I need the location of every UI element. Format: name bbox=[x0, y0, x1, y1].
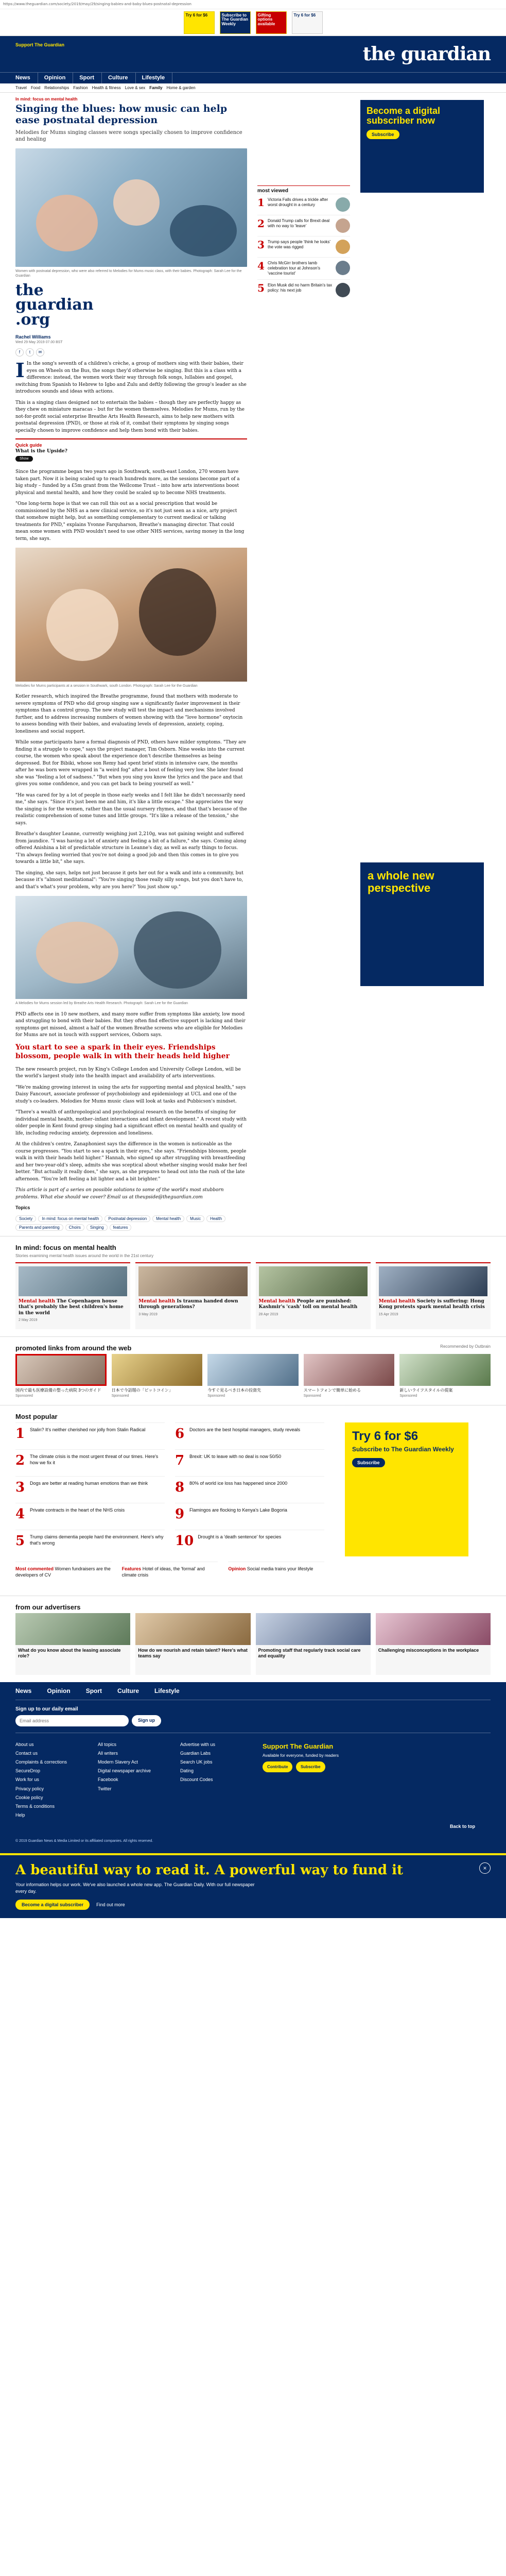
inline-image bbox=[15, 548, 247, 682]
support-text: Available for everyone, funded by readers bbox=[263, 1753, 339, 1758]
most-viewed-item[interactable] bbox=[257, 279, 350, 300]
subnav-item[interactable]: Family bbox=[149, 86, 163, 90]
pillar-nav bbox=[0, 72, 506, 83]
email-signup bbox=[15, 1700, 491, 1733]
topic-tag[interactable]: Mental health bbox=[152, 1215, 184, 1222]
subnav-item[interactable]: Love & sex bbox=[125, 86, 146, 90]
card-image bbox=[135, 1613, 250, 1645]
section-title: from our advertisers bbox=[15, 1603, 81, 1612]
facebook-icon[interactable]: f bbox=[15, 348, 24, 357]
promo-image bbox=[304, 1354, 395, 1386]
rank-number: 6 bbox=[175, 1426, 185, 1442]
ad-tile[interactable]: Try 6 for $6 bbox=[292, 11, 323, 34]
promo-source: Sponsored bbox=[399, 1394, 417, 1398]
guardian-wordmark: the guardian .org bbox=[15, 281, 94, 329]
ad-tile[interactable]: Gifting options available bbox=[256, 11, 287, 34]
popular-item[interactable] bbox=[15, 1503, 165, 1530]
thumbnail bbox=[336, 283, 350, 297]
subscribe-ad[interactable] bbox=[360, 100, 484, 193]
subscribe-button[interactable]: Subscribe bbox=[367, 130, 399, 139]
headline: Singing the blues: how music can help ease postnatal depression bbox=[15, 103, 228, 126]
sub-nav bbox=[0, 83, 506, 93]
promo-row bbox=[15, 1354, 491, 1398]
item-title: 80% of world ice loss has happened since 2000 bbox=[189, 1481, 288, 1486]
section-title: Most popular bbox=[15, 1413, 58, 1421]
card-title: What do you know about the leasing associate role? bbox=[18, 1648, 121, 1659]
article-main bbox=[15, 93, 247, 1236]
nav-news[interactable]: News bbox=[15, 73, 38, 83]
paragraph: PND affects one in 10 new mothers, and many more suffer from symptoms like anxiety, low mood and struggling to bond with their babies. But they often find effective support is lacking and their symptoms get missed, almost a half of the women Breathe screens who are eligible for Melodies for Mums are not in touch with support services, Osborn says. bbox=[15, 1011, 246, 1038]
rank-number: 7 bbox=[175, 1453, 185, 1469]
footer-nav-item[interactable]: Culture bbox=[117, 1687, 139, 1695]
card-image bbox=[259, 1266, 368, 1296]
footer-column bbox=[180, 1740, 237, 1820]
most-viewed-item[interactable] bbox=[257, 257, 350, 279]
subscription-banner bbox=[0, 1853, 506, 1918]
pull-quote: You start to see a spark in their eyes. Friendships blossom, people walk in with their heads held higher bbox=[15, 1043, 230, 1061]
email-icon[interactable]: ✉ bbox=[36, 348, 44, 357]
ad-title: Become a digital subscriber now bbox=[367, 106, 441, 126]
item-title: Trump says people 'think he looks' the vote was rigged bbox=[268, 240, 330, 249]
promo-item[interactable] bbox=[112, 1354, 203, 1398]
rank-number: 4 bbox=[15, 1506, 25, 1522]
footer-nav-item[interactable]: Opinion bbox=[47, 1687, 71, 1695]
hero-image bbox=[15, 148, 247, 267]
promo-title: 国内で最も医療設備の整った病院 3つのガイド bbox=[15, 1388, 101, 1393]
story-card[interactable] bbox=[376, 1262, 491, 1329]
promo-item[interactable] bbox=[304, 1354, 395, 1398]
topics-label: Topics bbox=[15, 1205, 30, 1211]
footer-link[interactable]: Complaints & corrections bbox=[15, 1759, 67, 1765]
item-title: Doctors are the best hospital managers, study reveals bbox=[189, 1427, 301, 1433]
weekly-subscribe-ad[interactable] bbox=[345, 1422, 468, 1556]
promo-source: Sponsored bbox=[303, 1394, 321, 1398]
item-title: Private contracts in the heart of the NHS crisis bbox=[30, 1507, 125, 1513]
subnav-item[interactable]: Travel bbox=[15, 86, 27, 90]
promo-source: Sponsored bbox=[207, 1394, 225, 1398]
ad-title: a whole new perspective bbox=[368, 869, 434, 895]
paragraph: "We're making growing interest in using the arts for supporting mental and physical health," says Daisy Fancourt, associate professor of psychobiology and epidemiology at UCL and one of the study's co-leaders. Melodies for Mums music class will look at tasks and Pubbicson's mindset. bbox=[15, 1084, 246, 1104]
rank-number: 9 bbox=[175, 1506, 185, 1522]
rank-number: 5 bbox=[257, 282, 265, 294]
card-date: 28 Apr 2019 bbox=[258, 1312, 278, 1316]
card-title: Mental health Society is suffering: Hong Kong protests spark mental health crisis bbox=[378, 1299, 485, 1310]
promo-title: 日本で今話題の「ビットコイン」 bbox=[111, 1388, 173, 1393]
paragraph: Since the programme began two years ago in Southwark, south-east London, 270 women have taken part. Now it is being scaled up to reach hundreds more, as the sessions become part of a big study – funded by a £5m grant from the Wellcome Trust – into how arts interventions boost physical and mental health, and how they could be scaled up to become NHS treatments. bbox=[15, 469, 240, 496]
card-title: Mental health Is trauma handed down through generations? bbox=[138, 1299, 238, 1310]
footer-link[interactable]: Facebook bbox=[98, 1777, 118, 1783]
card-image bbox=[138, 1266, 247, 1296]
url-bar[interactable]: https://www.theguardian.com/society/2019/may/29/singing-babies-and-baby-blues-postnatal-depression bbox=[0, 0, 506, 9]
advertiser-card[interactable] bbox=[15, 1613, 130, 1675]
promo-item[interactable] bbox=[399, 1354, 491, 1398]
footer-column bbox=[15, 1740, 72, 1820]
popular-item[interactable] bbox=[175, 1503, 324, 1530]
most-viewed-item[interactable] bbox=[257, 215, 350, 236]
item-title: Dogs are better at reading human emotions than we think bbox=[30, 1481, 148, 1486]
twitter-icon[interactable]: t bbox=[26, 348, 34, 357]
item-title: Trump claims dementia people hard the environment. Here's why that's wrong bbox=[30, 1534, 164, 1546]
story-card[interactable] bbox=[135, 1262, 250, 1329]
promo-image bbox=[399, 1354, 491, 1386]
item-title: Donald Trump calls for Brexit deal with no way to 'leave' bbox=[268, 218, 330, 228]
subscribe-button[interactable]: Subscribe bbox=[296, 1761, 325, 1772]
rank-number: 5 bbox=[15, 1533, 25, 1549]
footer-link[interactable]: Search UK jobs bbox=[180, 1759, 213, 1765]
ad-subtitle: Subscribe to The Guardian Weekly bbox=[352, 1446, 454, 1453]
rank-number: 8 bbox=[175, 1480, 185, 1496]
footer-nav-item[interactable]: Lifestyle bbox=[154, 1687, 180, 1695]
subnav-item[interactable]: Relationships bbox=[44, 86, 69, 90]
ad-title: Try 6 for $6 bbox=[352, 1429, 418, 1444]
paragraph: I In the song's seventh of a children's crèche, a group of mothers sing with their babies, their eyes on Wheels on the Bus, the songs they'd otherwise be singing. But this is a class with a difference: instead, the women work their way through folk songs, lullabies and gospel, switching from Spanish to Hebrew to Igbo and Zulu and deftly following the group's leader as she introduces sounds and ideas with actions. bbox=[15, 359, 247, 395]
most-popular-section bbox=[0, 1405, 506, 1596]
signup-button[interactable]: Sign up bbox=[132, 1715, 161, 1726]
footer-link[interactable]: Cookie policy bbox=[15, 1794, 43, 1800]
item-title: Brexit: UK to leave with no deal is now 50/50 bbox=[189, 1454, 282, 1460]
banner-title: A beautiful way to read it. A powerful way to fund it bbox=[15, 1862, 403, 1878]
item-title: Victoria Falls drives a trickle after worst drought in a century bbox=[268, 197, 328, 207]
rank-number: 3 bbox=[257, 239, 265, 251]
topic-tag[interactable]: Singing bbox=[86, 1224, 108, 1231]
footer-link[interactable]: All topics bbox=[98, 1742, 117, 1748]
quick-guide-label: Quick guide bbox=[15, 443, 42, 448]
card-title: Mental health People are punished: Kashmir's 'cash' toll on mental health bbox=[258, 1299, 358, 1310]
footer-link[interactable]: Help bbox=[15, 1812, 25, 1818]
extra-item[interactable]: Most commented Women fundraisers are the developers of CV bbox=[15, 1562, 112, 1588]
item-title: Chris McGirr brothers lamb celebration tour at Johnson's 'vaccine tourist' bbox=[268, 261, 321, 276]
paragraph: While some participants have a formal diagnosis of PND, others have milder symptoms. "They are finding it a struggle to cope," says the project manager, Tim Osborn. Nine weeks into the current course, the women who speak about the experience don't describe themselves as being depressed. But for Bibiki, whose son Remy had spent brief stints in intensive care, the months after he was born were wrapped in "a weird fog" after a bout of feeling very low. She later found she was "feeling a lot of sadness." "But when you sing you know the lyrics and the pace and that gives you some confidence, and you can get back to being yourself as well." bbox=[15, 740, 247, 787]
section-title[interactable]: In mind: focus on mental health bbox=[15, 1244, 116, 1252]
article-page bbox=[0, 93, 506, 1236]
footer-link[interactable]: Digital newspaper archive bbox=[98, 1768, 151, 1774]
paragraph: This is a singing class designed not to entertain the babies – though they are perfectly happy as they chew on miniature maracas – but for the women themselves. Melodies for Mums, run by the not-for-profit social enterprise Breathe Arts Health Research, aims to help new mothers with postnatal depression (PND), or those at risk of it, combat their symptoms by singing songs specially chosen to improve confidence and help them bond with their babies. bbox=[15, 400, 245, 433]
inline-caption: Melodies for Mums participants at a session in Southwark, south London. Photograph: Sarah Lee for the Guardian bbox=[15, 684, 198, 688]
popular-item[interactable] bbox=[175, 1422, 324, 1449]
support-link[interactable]: Support The Guardian bbox=[15, 42, 65, 47]
masthead bbox=[0, 36, 506, 72]
rank-number: 1 bbox=[257, 196, 265, 209]
digital-subscriber-button[interactable]: Become a digital subscriber bbox=[15, 1900, 90, 1910]
promo-image bbox=[112, 1354, 203, 1386]
most-viewed-item[interactable] bbox=[257, 236, 350, 257]
most-viewed-title: most viewed bbox=[257, 185, 350, 194]
extra-item[interactable]: Opinion Social media trains your lifestyle bbox=[228, 1562, 324, 1588]
topic-tag[interactable]: Music bbox=[186, 1215, 204, 1222]
footer-pillars bbox=[15, 1682, 491, 1700]
footer-nav-item[interactable]: News bbox=[15, 1687, 32, 1695]
extra-links bbox=[15, 1562, 324, 1588]
ad-tile[interactable]: Try 6 for $6 bbox=[184, 11, 215, 34]
card-title: Promoting staff that regularly track social care and equality bbox=[258, 1648, 361, 1659]
footer bbox=[0, 1682, 506, 1853]
nav-sport[interactable]: Sport bbox=[79, 73, 102, 83]
support-title: Support The Guardian bbox=[263, 1742, 334, 1751]
quick-guide-question: What is the Upside? bbox=[15, 449, 67, 454]
rank-number: 3 bbox=[15, 1480, 25, 1496]
footer-link[interactable]: Guardian Labs bbox=[180, 1751, 211, 1756]
footer-link[interactable]: Dating bbox=[180, 1768, 194, 1774]
hero-caption: Women with postnatal depression, who were also referred to Melodies for Mums music class, with their babies. Photograph: Sarah Lee for the Guardian bbox=[15, 269, 242, 278]
popular-item[interactable] bbox=[15, 1449, 165, 1476]
card-image bbox=[376, 1613, 491, 1645]
thumbnail bbox=[336, 240, 350, 254]
section-subtitle: Stories examining mental health issues around the world in the 21st century bbox=[15, 1253, 154, 1259]
article-body bbox=[15, 361, 247, 1201]
topics-list bbox=[15, 1215, 247, 1231]
advertiser-card[interactable] bbox=[376, 1613, 491, 1675]
subnav-item[interactable]: Health & fitness bbox=[92, 86, 121, 90]
promo-item[interactable] bbox=[207, 1354, 299, 1398]
promo-title: スマートフォンで簡単に始める bbox=[303, 1388, 361, 1393]
thumbnail bbox=[336, 261, 350, 275]
subnav-item[interactable]: Fashion bbox=[73, 86, 88, 90]
perspective-ad[interactable] bbox=[360, 862, 484, 986]
promo-image bbox=[15, 1354, 107, 1386]
footer-link[interactable]: Privacy policy bbox=[15, 1786, 44, 1791]
ad-tile[interactable]: Subscribe to The Guardian Weekly bbox=[220, 11, 251, 34]
topic-tag[interactable]: features bbox=[110, 1224, 132, 1231]
promo-image bbox=[207, 1354, 299, 1386]
rank-number: 2 bbox=[257, 217, 265, 230]
topic-tag[interactable]: Choirs bbox=[65, 1224, 84, 1231]
byline[interactable]: Rachel Williams bbox=[15, 334, 51, 340]
inline-caption: A Melodies for Mums session led by Breathe Arts Health Research. Photograph: Sarah Lee for the Guardian bbox=[15, 1002, 188, 1006]
card-image bbox=[256, 1613, 371, 1645]
paragraph: The new research project, run by King's College London and University College London, will be the world's largest study into the health impact and availability of arts interventions. bbox=[15, 1066, 241, 1079]
topic-tag[interactable]: Society bbox=[15, 1215, 36, 1222]
quick-guide-show-button[interactable]: Show bbox=[15, 456, 33, 462]
card-row bbox=[15, 1262, 491, 1329]
footer-link[interactable]: About us bbox=[15, 1742, 34, 1748]
advertiser-card[interactable] bbox=[135, 1613, 250, 1675]
nav-lifestyle[interactable]: Lifestyle bbox=[142, 73, 173, 83]
card-date: 2 May 2019 bbox=[19, 1318, 38, 1322]
story-card[interactable] bbox=[256, 1262, 371, 1329]
card-image bbox=[379, 1266, 487, 1296]
item-title: Elon Musk did no harm Britain's tax policy: his next job bbox=[268, 283, 333, 293]
advertiser-card[interactable] bbox=[256, 1613, 371, 1675]
subnav-item[interactable]: Home & garden bbox=[166, 86, 196, 90]
in-mind-section bbox=[0, 1236, 506, 1336]
dateline: Wed 29 May 2019 07.00 BST bbox=[15, 341, 63, 345]
share-buttons bbox=[15, 348, 247, 357]
paragraph: The singing, she says, helps not just because it gets her out for a walk and into a community, but because it's "almost meditational": "You're singing those really silly songs, but you don't have to, and that's what's your problem, why are you here?' You just show up." bbox=[15, 870, 243, 890]
card-image bbox=[15, 1613, 130, 1645]
popular-item[interactable] bbox=[175, 1449, 324, 1476]
banner-text: Your information helps our work. We've also launched a whole new app. The Guardian Daily. With our full newspaper every day. bbox=[15, 1882, 255, 1894]
guardian-logo[interactable]: the guardian bbox=[362, 43, 491, 65]
promo-source: Sponsored bbox=[111, 1394, 129, 1398]
popular-item[interactable] bbox=[15, 1422, 165, 1449]
card-title: Challenging misconceptions in the workplace bbox=[378, 1648, 479, 1653]
promoted-links-section bbox=[0, 1336, 506, 1405]
inline-image bbox=[15, 896, 247, 999]
copyright: © 2019 Guardian News & Media Limited or its affiliated companies. All rights reserved. bbox=[15, 1839, 153, 1843]
footer-link[interactable]: Work for us bbox=[15, 1777, 39, 1783]
extra-item[interactable]: Features Hotel of ideas, the 'formal' and climate crisis bbox=[122, 1562, 218, 1588]
series-note: This article is part of a series on possible solutions to some of the world's most stubborn problems. What else should we cover? Email us at theupside@theguardian.com bbox=[15, 1188, 224, 1200]
thumbnail bbox=[336, 197, 350, 212]
rank-number: 1 bbox=[15, 1426, 25, 1442]
outbrain-label[interactable]: Recommended by Outbrain bbox=[440, 1344, 491, 1349]
footer-link[interactable]: SecureDrop bbox=[15, 1768, 41, 1774]
topic-tag[interactable]: Postnatal depression bbox=[104, 1215, 150, 1222]
paragraph: "One long-term hope is that we can roll this out as a social prescription that would be commissioned by the NHS as a new clinical service, so it's not just seen as a nice, arty project that somehow might help, but as something complementary to current medical or talking treatments for PND," explains Yvonne Farquharson, Breathe's managing director. That could mean some women with PND wouldn't need to use other NHS services, saving money in the long term, she says. bbox=[15, 501, 245, 541]
footer-link[interactable]: Terms & conditions bbox=[15, 1803, 55, 1809]
card-title: How do we nourish and retain talent? Here's what teams say bbox=[138, 1648, 248, 1659]
standfirst: Melodies for Mums singing classes were songs specially chosen to improve confidence and healing bbox=[15, 129, 242, 143]
subscribe-button[interactable]: Subscribe bbox=[352, 1458, 385, 1467]
promo-title: 新しいライフスタイルの提案 bbox=[399, 1388, 453, 1393]
footer-link[interactable]: Twitter bbox=[98, 1786, 112, 1791]
paragraph: Breathe's daughter Leanne, currently weighing just 2,210g, was not gaining weight and suffered from jaundice. "I was having a lot of anxiety and feeling a bit of a failure," she says. Coming along offered Anishina a bit of predictable structure in Leanne's day, as well as early things to focus. "I'm always feeling worried that you're not doing a good job and then this comes in to give you towards a little bit," she says. bbox=[15, 832, 247, 865]
card-date: 3 May 2019 bbox=[138, 1312, 158, 1316]
section-title: promoted links from around the web bbox=[15, 1344, 132, 1352]
promo-title: 今すぐ見るべき日本の投資先 bbox=[207, 1388, 261, 1393]
nav-opinion[interactable]: Opinion bbox=[44, 73, 74, 83]
card-image bbox=[19, 1266, 127, 1296]
footer-link[interactable]: Contact us bbox=[15, 1751, 38, 1756]
advertiser-cards bbox=[15, 1613, 491, 1675]
find-out-more-link[interactable]: Find out more bbox=[96, 1902, 125, 1908]
footer-nav-item[interactable]: Sport bbox=[85, 1687, 102, 1695]
nav-culture[interactable]: Culture bbox=[108, 73, 136, 83]
popular-item[interactable] bbox=[175, 1530, 324, 1556]
most-viewed-column bbox=[257, 93, 350, 1236]
footer-link[interactable]: Modern Slavery Act bbox=[98, 1759, 138, 1765]
popular-item[interactable] bbox=[15, 1476, 165, 1503]
paragraph: "He was cared for by a lot of people in those early weeks and I felt like he didn't necessarily need me," she says. "Since it's just been me and him, it's like a little escape." She appreciates the way the singing is for the women, rather than the usual nursery rhymes, and that that's because of the realistic comprehension of some tunes and little groups. "It's like a release of the tension," she says. bbox=[15, 792, 247, 826]
item-title: Flamingos are flocking to Kenya's Lake Bogoria bbox=[189, 1507, 287, 1513]
most-viewed-item[interactable] bbox=[257, 194, 350, 215]
footer-column bbox=[98, 1740, 154, 1820]
rank-number: 2 bbox=[15, 1453, 25, 1469]
topic-tag[interactable]: Parents and parenting bbox=[15, 1224, 63, 1231]
topic-tag[interactable]: Health bbox=[206, 1215, 225, 1222]
close-icon[interactable]: × bbox=[479, 1862, 491, 1874]
item-title: The climate crisis is the most urgent threat of our times. Here's how we fix it bbox=[30, 1454, 159, 1465]
promo-item[interactable] bbox=[15, 1354, 107, 1398]
most-popular-list bbox=[15, 1422, 324, 1556]
back-to-top-button[interactable]: Back to top bbox=[449, 1823, 475, 1829]
popular-item[interactable] bbox=[15, 1530, 165, 1556]
footer-link[interactable]: Discount Codes bbox=[180, 1777, 213, 1783]
paragraph: Kotler research, which inspired the Breathe programme, found that mothers with moderate to severe symptoms of PND who did group singing saw a significantly faster improvement in their symptoms than a control group. The new study will test the impact and mechanisms involved further, and to address increasing numbers of women showing with the "love hormone" oxytocin to assess bonding with their babies, and evaluating levels of depression, anxiety, coping, loneliness and social support. bbox=[15, 694, 243, 734]
advertisers-section bbox=[0, 1596, 506, 1682]
story-card[interactable] bbox=[15, 1262, 130, 1329]
subnav-item[interactable]: Food bbox=[30, 86, 41, 90]
series-kicker[interactable]: In mind: focus on mental health bbox=[15, 97, 78, 101]
popular-item[interactable] bbox=[175, 1476, 324, 1503]
item-title: Stalin? It's neither cherished nor jolly from Stalin Radical bbox=[30, 1427, 146, 1433]
card-title: Mental health The Copenhagen house that's probably the best children's home in the world bbox=[19, 1299, 124, 1316]
paragraph: At the children's centre, Zanaphoniest says the difference in the women is noticeable as the course progresses. "You start to see a spark in their eyes," she says. "Friendships blossom, people walk in with their heads held higher." Hannah, who signed up after struggling with breastfeeding and her two-year-old's sleep, admits she was sceptical about whether singing would make her feel better. "But actually it really does," she says, as she prepares to head out into the rush of the late afternoon. "You're left feeling a bit lighter and a bit brighter." bbox=[15, 1142, 247, 1182]
item-title: Drought is a 'death sentence' for species bbox=[198, 1534, 282, 1540]
email-input[interactable] bbox=[15, 1715, 129, 1726]
signup-label: Sign up to our daily email bbox=[15, 1706, 78, 1713]
right-rail bbox=[360, 93, 494, 1236]
card-date: 15 Apr 2019 bbox=[378, 1312, 398, 1316]
rank-number: 4 bbox=[257, 260, 265, 272]
contribute-button[interactable]: Contribute bbox=[263, 1761, 292, 1772]
promo-source: Sponsored bbox=[15, 1394, 33, 1398]
dropcap: I bbox=[15, 359, 25, 382]
topic-tag[interactable]: In mind: focus on mental health bbox=[38, 1215, 102, 1222]
paragraph: "There's a wealth of anthropological and psychological research on the benefits of singing for individual mental health, mother–infant interactions and infant development." A recent study with older people in Kent found group singing had a significant effect on mental health and quality of life, including reducing anxiety, depression and loneliness. bbox=[15, 1110, 247, 1136]
footer-links bbox=[15, 1733, 491, 1820]
footer-link[interactable]: All writers bbox=[98, 1751, 118, 1756]
footer-link[interactable]: Advertise with us bbox=[180, 1742, 216, 1748]
rank-number: 10 bbox=[175, 1533, 194, 1549]
thumbnail bbox=[336, 218, 350, 233]
top-ad-strip bbox=[0, 9, 506, 36]
footer-support bbox=[263, 1740, 339, 1820]
quick-guide bbox=[15, 438, 247, 465]
